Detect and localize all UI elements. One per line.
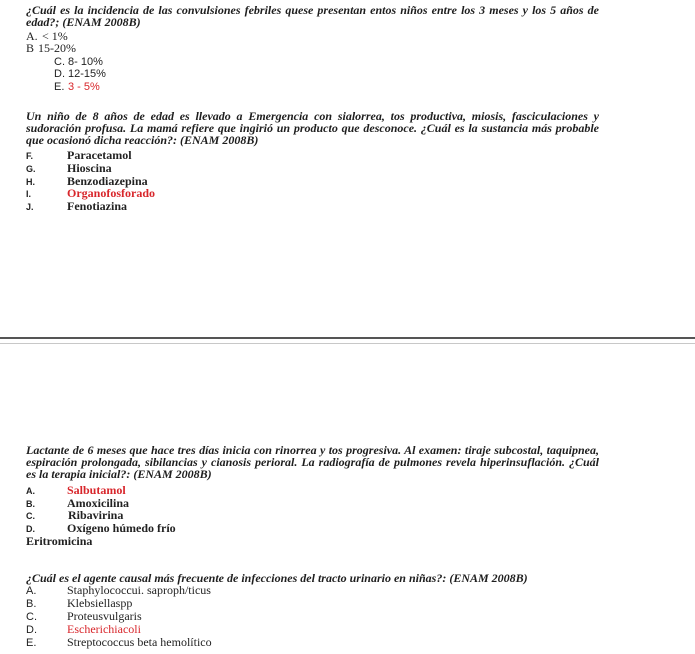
option-letter: J. [26,202,34,212]
option-text-correct: Salbutamol [67,483,126,497]
option-letter: C. [26,511,35,521]
option-letter: E. [54,81,65,93]
option-text: Fenotiazina [67,199,127,213]
q1-option-d [54,68,106,81]
option-letter: E. [26,637,37,649]
q1-option-e [54,81,100,94]
option-text: Streptococcus beta hemolítico [67,635,212,649]
option-letter: A. [26,486,35,496]
option-text: < 1% [42,29,68,43]
option-letter: B. [26,499,35,509]
option-letter: D. [54,68,65,80]
option-text: 8- 10% [68,56,103,68]
option-letter: A. [26,585,37,597]
option-letter: D. [26,524,35,534]
q1-option-b [26,42,76,55]
option-text: Amoxicilina [67,496,129,510]
page-divider-bottom [0,343,695,344]
page-divider-top [0,337,695,339]
option-letter: C. [26,611,37,623]
option-text-correct: Escherichiacoli [67,622,141,636]
question-2-text: Un niño de 8 años de edad es llevado a Emergencia con sialorrea, tos productiva, miosis, fasciculaciones y sudoración profusa. La mamá refiere que ingirió un producto que desconoce. ¿Cuál es la sustancia más probable que ocasionó dicha reacción?: (ENAM 2008B) [26,109,599,147]
option-text-correct: Organofosforado [67,186,155,200]
option-letter: B. [26,598,37,610]
option-text: Ribavirina [68,508,124,522]
option-letter: C. [54,56,65,68]
option-text: Klebsiellaspp [67,596,133,610]
option-letter: A. [26,29,38,43]
option-text: 12-15% [68,68,106,80]
option-text: Paracetamol [67,148,132,162]
q2-option-j [26,200,127,214]
question-4-text: ¿Cuál es el agente causal más frecuente de infecciones del tracto urinario en niñas?: (ENAM 2008B) [26,571,528,585]
option-text: Staphylococcui. saproph/ticus [67,583,211,597]
option-letter: D. [26,624,37,636]
option-text-correct: 3 - 5% [68,81,100,93]
option-text: 15-20% [38,41,76,55]
option-letter: B [26,41,35,55]
q3-option-extra: Eritromicina [26,534,93,548]
question-3-text: Lactante de 6 meses que hace tres días inicia con rinorrea y tos progresiva. Al examen: tiraje subcostal, taquipnea, espiración prolongada, sibilancias y cianosis perioral. La radiografía de pulmones revela hiperinsuflación. ¿Cuál es la terapia inicial?: (ENAM 2008B) [26,443,599,481]
option-letter: F. [26,151,34,161]
option-text: Oxígeno húmedo frío [67,521,176,535]
option-letter: I. [26,189,32,199]
option-text: Proteusvulgaris [67,609,142,623]
q4-option-e [26,636,212,650]
option-letter: G. [26,164,36,174]
option-text: Hioscina [67,161,112,175]
question-1-text: ¿Cuál es la incidencia de las convulsiones febriles quese presentan entos niños entre los 3 meses y los 5 años de edad?; (ENAM 2008B) [26,3,599,29]
option-letter: H. [26,177,35,187]
option-text: Benzodiazepina [67,174,148,188]
